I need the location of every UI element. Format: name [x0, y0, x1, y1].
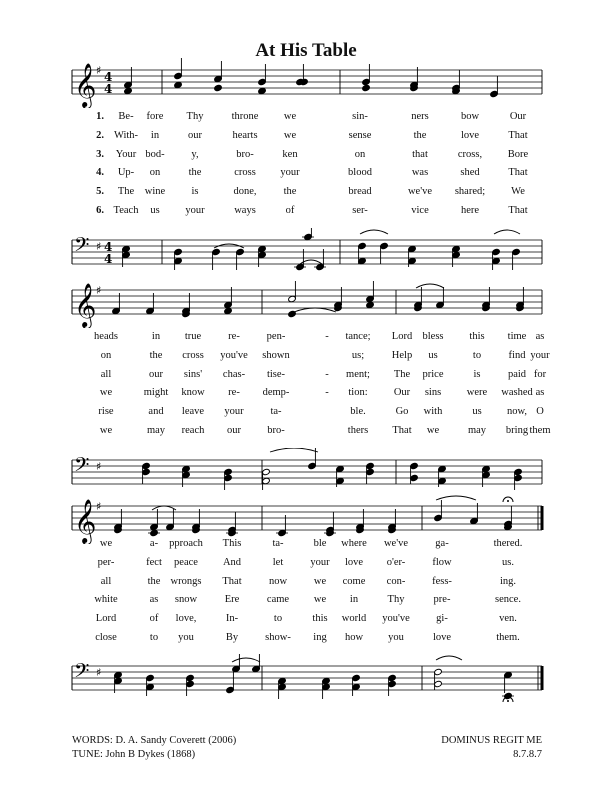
lyric-syllable: shown	[262, 349, 290, 361]
lyric-syllable: is	[191, 186, 199, 198]
lyric-syllable: Our	[393, 387, 411, 399]
time-signature-bottom: 4	[104, 82, 113, 96]
lyric-syllable: in	[349, 594, 359, 606]
lyric-syllable: thers	[347, 425, 369, 436]
lyric-line	[70, 368, 547, 385]
lyric-syllable: bread	[348, 186, 372, 198]
lyric-syllable: here	[460, 205, 480, 216]
lyric-syllable: wrongs	[170, 575, 202, 587]
lyric-syllable: ways	[234, 205, 256, 216]
lyric-syllable: With-	[113, 129, 139, 141]
lyric-syllable: love,	[175, 613, 197, 625]
lyric-syllable: the	[188, 167, 202, 179]
verse-number: 3.	[96, 148, 104, 160]
time-signature-bottom: 4	[104, 252, 113, 266]
lyric-syllable: sense	[348, 129, 372, 141]
lyric-syllable: y,	[191, 148, 199, 160]
lyric-syllable: as	[149, 594, 159, 606]
lyric-syllable: price	[422, 368, 444, 380]
slur	[416, 284, 444, 288]
lyric-syllable: we	[99, 387, 113, 399]
lyric-syllable: O	[536, 406, 544, 418]
lyric-syllable: white	[94, 594, 118, 606]
lyric-syllable: in	[150, 129, 160, 141]
lyric-syllable: ing	[313, 632, 327, 643]
slur	[436, 496, 476, 500]
lyric-syllable: tion:	[348, 387, 368, 399]
tune-credit: TUNE: John B Dykes (1868)	[72, 749, 196, 760]
bass-staff-system-2	[0, 448, 612, 498]
lyric-syllable: our	[188, 129, 202, 141]
lyric-syllable: may	[467, 425, 487, 436]
note-head	[366, 301, 375, 308]
lyric-syllable: on	[354, 148, 366, 160]
lyric-syllable: pre-	[433, 594, 451, 606]
treble-staff-system-3	[0, 494, 612, 544]
lyric-syllable: In-	[225, 613, 239, 625]
lyric-syllable: ners	[411, 111, 429, 122]
lyric-syllable: close	[95, 632, 117, 643]
lyric-syllable: love	[460, 129, 480, 141]
lyric-syllable: bring	[505, 425, 529, 436]
lyric-syllable: thered.	[493, 538, 523, 549]
lyric-syllable: we	[99, 538, 113, 549]
lyric-line	[70, 111, 542, 127]
lyric-line	[70, 425, 551, 441]
lyric-syllable: cross	[182, 349, 204, 361]
lyric-syllable: show-	[265, 632, 291, 643]
tune-name: DOMINUS REGIT ME	[441, 735, 542, 746]
lyric-syllable: this	[469, 331, 485, 342]
lyric-syllable: that	[412, 148, 428, 160]
lyric-syllable: This	[222, 538, 242, 549]
lyric-syllable: fore	[146, 111, 164, 122]
time-signature-top: 4	[104, 240, 113, 254]
bass-clef-icon: 𝄢	[74, 233, 90, 261]
lyric-syllable: in	[151, 331, 161, 342]
lyric-syllable: cross,	[457, 148, 483, 160]
lyric-syllable: done,	[233, 186, 257, 198]
sharp-key-signature-icon: ♯	[96, 460, 102, 473]
lyric-syllable: snow	[174, 594, 198, 606]
lyric-syllable: wine	[144, 186, 166, 198]
lyric-syllable: shared;	[454, 186, 486, 198]
slur	[494, 230, 520, 234]
lyric-syllable: find	[508, 349, 526, 361]
lyric-syllable: ven.	[499, 613, 517, 625]
lyric-syllable: Lord	[391, 331, 413, 342]
lyric-syllable: our	[227, 425, 241, 436]
lyric-syllable: to	[472, 349, 482, 361]
lyric-syllable: this	[312, 613, 328, 625]
lyric-syllable: Our	[509, 111, 527, 122]
lyric-syllable: Bore	[507, 148, 529, 160]
lyric-syllable: Up-	[117, 167, 135, 179]
lyric-line	[70, 406, 542, 422]
lyric-syllable: come	[342, 575, 366, 587]
lyric-syllable: our	[149, 368, 163, 380]
lyric-line	[70, 186, 542, 202]
lyric-syllable: as	[535, 387, 545, 399]
lyric-syllable: we	[283, 129, 297, 141]
lyric-line	[70, 349, 550, 366]
lyric-syllable: ta-	[272, 538, 284, 549]
lyric-syllable: true	[184, 331, 202, 342]
lyric-syllable: love	[432, 632, 452, 643]
lyric-syllable: how	[344, 632, 364, 643]
lyric-syllable: ser-	[352, 205, 368, 216]
lyric-syllable: hearts	[232, 129, 258, 141]
lyric-syllable: re-	[228, 331, 240, 342]
lyric-syllable: where	[341, 538, 367, 549]
lyric-syllable: fect	[146, 556, 162, 568]
verse-number: 2.	[96, 129, 104, 141]
slur	[436, 656, 462, 660]
lyric-syllable: Your	[115, 148, 137, 160]
bass-staff-system-1	[0, 228, 612, 278]
lyric-syllable: By	[225, 632, 239, 643]
lyric-line	[70, 130, 542, 146]
note-head	[214, 84, 223, 91]
lyric-syllable: know	[181, 387, 205, 399]
lyric-syllable: sins'	[183, 368, 203, 380]
lyric-syllable: we	[99, 425, 113, 436]
tune-info	[441, 734, 542, 762]
lyric-syllable: ble.	[350, 406, 366, 418]
lyric-line	[70, 594, 542, 610]
lyric-syllable: let	[272, 556, 284, 568]
lyric-syllable: blood	[348, 167, 372, 179]
lyric-syllable: may	[146, 425, 166, 436]
lyric-syllable: a-	[149, 538, 159, 549]
note-head	[224, 307, 233, 314]
lyric-syllable: ing.	[499, 575, 517, 587]
lyric-syllable: us	[472, 406, 482, 418]
lyric-syllable: for	[533, 368, 547, 380]
lyric-syllable: con-	[386, 575, 406, 587]
lyric-line	[70, 557, 542, 573]
bass-clef-icon: 𝄢	[74, 453, 90, 481]
fermata-icon	[507, 700, 509, 702]
lyric-syllable: you've	[382, 613, 410, 625]
lyric-syllable: peace	[174, 556, 198, 568]
verse-number: 5.	[96, 186, 104, 198]
lyric-line	[70, 331, 545, 347]
lyric-syllable: pen-	[266, 331, 286, 342]
lyric-syllable: That	[508, 205, 528, 216]
lyric-line	[70, 632, 542, 648]
slur	[152, 506, 176, 510]
lyric-syllable: you	[178, 632, 194, 643]
lyric-syllable: might	[143, 387, 169, 399]
lyric-syllable: time	[507, 331, 527, 342]
lyric-syllable: flow	[432, 556, 452, 568]
credits	[72, 734, 236, 762]
lyric-syllable: Thy	[387, 594, 405, 606]
sharp-key-signature-icon: ♯	[96, 64, 102, 77]
lyric-syllable: your	[530, 349, 550, 361]
lyric-syllable: us.	[502, 556, 514, 568]
note-head	[362, 84, 371, 91]
meter: 8.7.8.7	[513, 749, 542, 760]
lyric-syllable: the	[147, 575, 161, 587]
lyric-syllable: shed	[460, 167, 480, 179]
lyric-syllable: o'er-	[386, 556, 406, 568]
lyric-syllable: ta-	[270, 406, 282, 418]
lyric-syllable: them	[529, 425, 551, 436]
lyric-syllable: tance;	[345, 331, 371, 342]
lyric-syllable: Be-	[118, 111, 134, 122]
lyric-line	[70, 167, 542, 183]
lyric-syllable: all	[100, 368, 112, 380]
lyric-syllable: vice	[411, 205, 429, 216]
lyric-syllable: the	[149, 349, 163, 361]
lyric-syllable: we've	[383, 538, 409, 549]
slur	[232, 658, 260, 662]
lyric-syllable: was	[411, 167, 429, 179]
lyric-syllable: rise	[98, 406, 114, 418]
lyric-syllable: reach	[181, 425, 205, 436]
lyric-syllable: And	[222, 556, 242, 568]
lyric-syllable: us	[428, 349, 438, 361]
sharp-key-signature-icon: ♯	[96, 240, 102, 253]
verse-number: 4.	[96, 167, 104, 179]
lyric-syllable: That	[508, 129, 528, 141]
lyric-syllable: Go	[395, 406, 409, 418]
lyric-line	[70, 205, 542, 221]
lyric-syllable: on	[149, 167, 161, 179]
lyric-syllable: chas-	[222, 368, 246, 380]
lyric-syllable: to	[273, 613, 283, 625]
final-barline	[541, 666, 544, 690]
lyric-syllable: That	[222, 575, 242, 587]
lyric-syllable: We	[511, 186, 525, 198]
lyric-syllable: ment;	[346, 368, 370, 380]
lyric-syllable: you've	[220, 349, 248, 361]
lyric-syllable: bod-	[145, 148, 165, 160]
lyric-syllable: your	[280, 167, 300, 179]
lyric-syllable: we	[313, 575, 327, 587]
lyric-syllable: we	[426, 425, 440, 436]
lyric-syllable: Lord	[95, 613, 117, 625]
time-signature-top: 4	[104, 70, 113, 84]
hymn-title: At His Table	[255, 40, 357, 61]
lyric-syllable: Thy	[186, 111, 204, 122]
lyric-syllable: with	[423, 406, 443, 418]
note-head	[174, 81, 183, 88]
lyric-line	[70, 149, 542, 165]
lyric-syllable: tise-	[266, 368, 286, 380]
bass-clef-icon: 𝄢	[74, 659, 90, 687]
lyric-syllable: of	[285, 205, 295, 216]
slur	[360, 230, 388, 234]
lyric-syllable: pproach	[169, 538, 203, 549]
lyric-syllable: per-	[97, 556, 115, 568]
sharp-key-signature-icon: ♯	[96, 666, 102, 679]
lyric-syllable: leave	[181, 406, 205, 418]
lyric-syllable: Help	[391, 349, 413, 361]
bass-staff-system-3	[0, 654, 612, 710]
lyric-syllable: now,	[506, 406, 528, 418]
lyric-line	[70, 576, 542, 592]
lyric-syllable: bro-	[267, 425, 285, 436]
lyric-syllable: and	[148, 406, 164, 418]
treble-staff-system-1	[0, 58, 612, 108]
treble-clef-icon: 𝄞	[74, 283, 97, 327]
sharp-key-signature-icon: ♯	[96, 284, 102, 297]
treble-clef-icon: 𝄞	[74, 63, 97, 107]
lyric-syllable: bless	[422, 331, 444, 342]
lyric-syllable: -	[325, 368, 329, 380]
lyric-syllable: re-	[228, 387, 240, 399]
treble-clef-icon: 𝄞	[74, 499, 97, 543]
note-head	[124, 87, 133, 94]
lyric-syllable: came	[266, 594, 290, 606]
lyric-syllable: Teach	[113, 205, 139, 216]
lyric-syllable: ga-	[435, 538, 449, 549]
sharp-key-signature-icon: ♯	[96, 500, 102, 513]
lyric-syllable: the	[283, 186, 297, 198]
lyric-syllable: as	[535, 331, 545, 342]
lyric-syllable: The	[393, 368, 411, 380]
lyric-syllable: -	[325, 331, 329, 342]
lyric-syllable: sin-	[352, 111, 368, 122]
lyric-syllable: of	[149, 613, 159, 625]
lyric-syllable: washed	[501, 387, 533, 399]
lyric-syllable: fess-	[432, 575, 452, 587]
lyric-syllable: ken	[282, 148, 298, 160]
lyric-syllable: us	[150, 205, 160, 216]
lyric-syllable: your	[310, 556, 330, 568]
lyric-syllable: you	[388, 632, 404, 643]
lyric-syllable: paid	[507, 368, 527, 380]
lyric-syllable: them.	[496, 632, 520, 643]
note-head	[258, 87, 267, 94]
lyric-syllable: heads	[94, 331, 118, 342]
lyric-line	[70, 538, 542, 554]
verse-number: 6.	[96, 205, 104, 216]
lyric-syllable: That	[508, 167, 528, 179]
lyric-syllable: cross	[234, 167, 256, 179]
verse-number: 1.	[96, 111, 104, 122]
lyric-syllable: The	[117, 186, 135, 198]
slur	[270, 448, 318, 452]
lyric-syllable: bow	[460, 111, 480, 122]
lyric-syllable: us;	[351, 349, 365, 361]
lyric-syllable: we	[313, 594, 327, 606]
lyric-syllable: bro-	[236, 148, 254, 160]
words-credit: WORDS: D. A. Sandy Coverett (2006)	[72, 735, 237, 746]
lyric-syllable: we've	[407, 186, 433, 198]
lyric-syllable: throne	[231, 111, 259, 122]
lyric-syllable: Ere	[224, 594, 240, 606]
lyric-line	[70, 613, 542, 629]
lyric-syllable: your	[224, 406, 244, 418]
treble-staff-system-2	[0, 278, 612, 328]
lyric-syllable: sins	[424, 387, 442, 399]
final-barline	[541, 506, 544, 530]
lyric-syllable: gi-	[436, 613, 448, 625]
lyric-syllable: is	[473, 368, 481, 380]
lyric-syllable: world	[341, 613, 367, 625]
lyric-syllable: all	[100, 575, 112, 587]
lyric-syllable: sence.	[495, 594, 521, 606]
lyric-syllable: ble	[313, 538, 327, 549]
slur	[294, 308, 336, 312]
lyric-syllable: demp-	[262, 387, 290, 399]
lyric-syllable: the	[413, 129, 427, 141]
lyric-syllable: -	[325, 387, 329, 399]
lyric-syllable: were	[466, 387, 488, 399]
lyric-syllable: to	[149, 632, 159, 643]
lyric-line	[70, 387, 545, 403]
lyric-syllable: on	[100, 349, 112, 361]
lyric-syllable: now	[268, 575, 288, 587]
lyric-syllable: we	[283, 111, 297, 122]
fermata-icon	[507, 500, 509, 502]
lyric-syllable: love	[344, 556, 364, 568]
lyric-syllable: your	[185, 205, 205, 216]
lyric-syllable: That	[392, 425, 412, 436]
